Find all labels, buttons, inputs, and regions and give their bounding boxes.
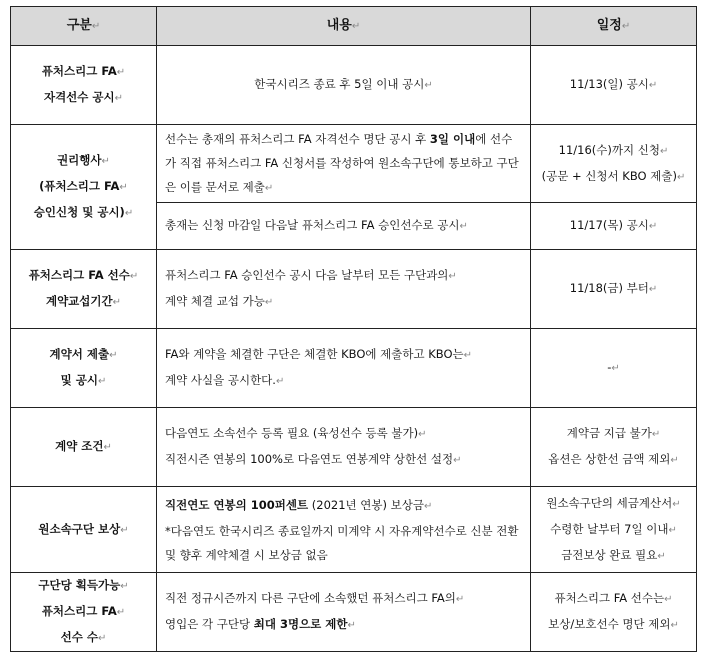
header-category: 구분↵ (11, 7, 157, 46)
row-schedule: 11/17(목) 공시↵ (531, 203, 697, 250)
row-content: 직전연도 연봉의 100퍼센트 (2021년 연봉) 보상금↵ *다음연도 한국시리즈 종료일까지 미계약 시 자유계약선수로 신분 전환 및 향후 계약체결 시 보상금 없음 (157, 487, 531, 573)
table-row (11, 250, 697, 329)
row-content: 선수는 총재의 퓨처스리그 FA 자격선수 명단 공시 후 3일 이내에 선수가 직접 퓨처스리그 FA 신청서를 작성하여 원소속구단에 통보하고 구단은 이를 문서로 제출↵ (157, 125, 531, 203)
row-schedule: 퓨처스리그 FA 선수는↵ 보상/보호선수 명단 제외↵ (531, 573, 697, 652)
row-category: 권리행사↵ (퓨처스리그 FA↵ 승인신청 및 공시)↵ (11, 125, 157, 250)
row-category: 계약서 제출↵ 및 공시↵ (11, 329, 157, 408)
futures-fa-schedule-table (10, 6, 697, 652)
table-row (11, 573, 697, 652)
table-row (11, 125, 697, 203)
table-row (11, 487, 697, 573)
row-category: 퓨처스리그 FA↵ 자격선수 공시↵ (11, 46, 157, 125)
row-category: 구단당 획득가능↵ 퓨처스리그 FA↵ 선수 수↵ (11, 573, 157, 652)
header-content: 내용↵ (157, 7, 531, 46)
row-schedule: 원소속구단의 세금계산서↵ 수령한 날부터 7일 이내↵ 금전보상 완료 필요↵ (531, 487, 697, 573)
row-content: 총재는 신청 마감일 다음날 퓨처스리그 FA 승인선수로 공시↵ (157, 203, 531, 250)
row-schedule: 11/18(금) 부터↵ (531, 250, 697, 329)
table-row (11, 46, 697, 125)
row-category: 계약 조건↵ (11, 408, 157, 487)
row-content: 한국시리즈 종료 후 5일 이내 공시↵ (157, 46, 531, 125)
row-schedule: 11/13(일) 공시↵ (531, 46, 697, 125)
row-content: FA와 계약을 체결한 구단은 체결한 KBO에 제출하고 KBO는↵ 계약 사실을 공시한다.↵ (157, 329, 531, 408)
row-content: 직전 정규시즌까지 다른 구단에 소속했던 퓨처스리그 FA의↵ 영입은 각 구단당 최대 3명으로 제한↵ (157, 573, 531, 652)
row-content: 퓨처스리그 FA 승인선수 공시 다음 날부터 모든 구단과의↵ 계약 체결 교섭 가능↵ (157, 250, 531, 329)
row-schedule: -↵ (531, 329, 697, 408)
row-content: 다음연도 소속선수 등록 필요 (육성선수 등록 불가)↵ 직전시즌 연봉의 100%로 다음연도 연봉계약 상한선 설정↵ (157, 408, 531, 487)
table-row (11, 408, 697, 487)
table-row (11, 329, 697, 408)
table-header-row (11, 7, 697, 46)
row-category: 원소속구단 보상↵ (11, 487, 157, 573)
row-schedule: 11/16(수)까지 신청↵ (공문 + 신청서 KBO 제출)↵ (531, 125, 697, 203)
row-schedule: 계약금 지급 불가↵ 옵션은 상한선 금액 제외↵ (531, 408, 697, 487)
header-schedule: 일정↵ (531, 7, 697, 46)
row-category: 퓨처스리그 FA 선수↵ 계약교섭기간↵ (11, 250, 157, 329)
